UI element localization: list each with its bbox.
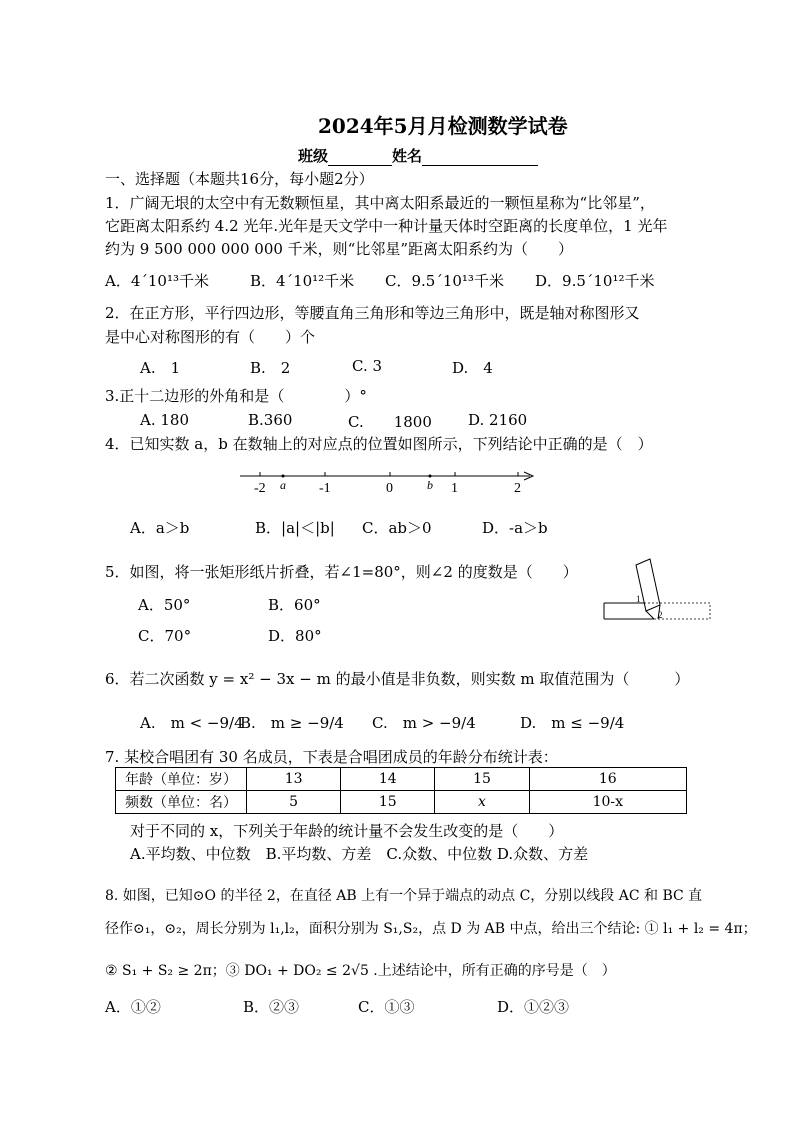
q6-option-d: D. m ≤ −9/4 [520, 714, 625, 732]
q1-line: 它距离太阳系约 4.2 光年.光年是天文学中一种计量天体时空距离的长度单位，1 光年 [105, 217, 668, 235]
q2-line: 2．在正方形，平行四边形，等腰直角三角形和等边三角形中，既是轴对称图形又 [105, 304, 640, 322]
q2-option-d: D. 4 [452, 359, 493, 377]
q4-option-c: C．ab＞0 [362, 519, 432, 537]
axis-tick-label: 2 [514, 481, 521, 496]
page-title: 2024年5月月检测数学试卷 [318, 114, 568, 138]
table-row [116, 791, 687, 814]
q2-option-a: A. 1 [140, 359, 181, 377]
section-heading: 一、选择题（本题共16分，每小题2分） [105, 170, 374, 188]
q8-line: 径作⊙₁，⊙₂，周长分别为 l₁,l₂，面积分别为 S₁,S₂，点 D 为 AB 中点，给出三个结论: ① l₁ + l₂ = 4π； [105, 921, 757, 937]
q8-option-d: D．①②③ [497, 998, 570, 1016]
axis-tick-label: 1 [451, 481, 458, 496]
q6-option-a: A. m < −9/4 [140, 714, 244, 732]
q1-option-c: C．9.5´10¹³千米 [385, 272, 504, 290]
number-line-figure [230, 462, 550, 498]
q7-line-2: 对于不同的 x，下列关于年龄的统计量不会发生改变的是（ ） [130, 822, 564, 840]
q8-option-a: A．①② [105, 998, 161, 1016]
q1-line: 1．广阔无垠的太空中有无数颗恒星，其中离太阳系最近的一颗恒星称为“比邻星”， [105, 194, 655, 212]
angle-1-label: 1 [636, 594, 641, 604]
q3-option-c: C. 1800 [348, 413, 432, 431]
q6-line: 6．若二次函数 y = x² − 3x − m 的最小值是非负数，则实数 m 取值范围为（ ） [105, 670, 690, 688]
angle-2-label: 2 [658, 610, 663, 620]
q1-option-d: D．9.5´10¹²千米 [535, 272, 655, 290]
age-frequency-table [115, 767, 687, 814]
q8-option-c: C．①③ [358, 998, 415, 1016]
q5-option-b: B．60° [268, 596, 321, 614]
q7-line: 7. 某校合唱团有 30 名成员，下表是合唱团成员的年龄分布统计表： [105, 748, 558, 766]
class-blank[interactable] [328, 165, 392, 166]
q7-options: A.平均数、中位数 B.平均数、方差 C.众数、中位数 D.众数、方差 [130, 845, 589, 863]
q6-option-b: B. m ≥ −9/4 [240, 714, 344, 732]
q4-option-b: B．|a|＜|b| [255, 519, 335, 537]
q1-option-b: B．4´10¹²千米 [250, 272, 355, 290]
q6-option-c: C. m > −9/4 [372, 714, 476, 732]
axis-tick-label: -2 [254, 481, 266, 496]
q3-option-d: D. 2160 [468, 411, 528, 429]
q8-line: ② S₁ + S₂ ≥ 2π；③ DO₁ + DO₂ ≤ 2√5 .上述结论中，所有正确的序号是（ ） [105, 963, 616, 979]
table-cell: 频数（单位：名） [116, 791, 247, 814]
q2-option-c: C. 3 [352, 357, 383, 375]
q5-option-c: C．70° [138, 627, 192, 645]
table-cell: 10-x [529, 791, 686, 814]
table-cell: x [435, 791, 529, 814]
table-cell: 16 [529, 768, 686, 791]
table-cell: 年龄（单位：岁） [116, 768, 247, 791]
table-row [116, 768, 687, 791]
q1-option-a: A．4´10¹³千米 [105, 272, 209, 290]
folded-rectangle-figure [600, 555, 718, 627]
q5-option-a: A．50° [138, 596, 191, 614]
name-label: 姓名 [392, 147, 423, 165]
q5-option-d: D．80° [268, 627, 322, 645]
table-cell: 13 [247, 768, 341, 791]
axis-tick-label: -1 [319, 481, 331, 496]
q2-option-b: B. 2 [250, 359, 291, 377]
table-cell: 14 [341, 768, 435, 791]
q2-line: 是中心对称图形的有（ ）个 [105, 328, 316, 346]
q8-line: 8. 如图，已知⊙O 的半径 2，在直径 AB 上有一个异于端点的动点 C，分别以线段 AC 和 BC 直 [105, 888, 703, 904]
class-label: 班级 [298, 147, 329, 165]
q1-line: 约为 9 500 000 000 000 千米，则“比邻星”距离太阳系约为（ ） [105, 240, 574, 258]
q3-option-a: A. 180 [140, 411, 189, 429]
point-a-label: a [280, 478, 286, 492]
point-b-label: b [427, 478, 433, 492]
table-cell: 5 [247, 791, 341, 814]
q8-option-b: B．②③ [243, 998, 300, 1016]
q3-line: 3.正十二边形的外角和是（ ）° [105, 387, 367, 405]
q3-option-b: B.360 [248, 411, 293, 429]
q4-line: 4．已知实数 a，b 在数轴上的对应点的位置如图所示，下列结论中正确的是（ ） [105, 435, 653, 453]
q4-option-a: A．a＞b [130, 519, 190, 537]
name-blank[interactable] [422, 165, 538, 166]
table-cell: 15 [341, 791, 435, 814]
class-name-line [298, 145, 538, 166]
axis-tick-label: 0 [386, 481, 393, 496]
table-cell: 15 [435, 768, 529, 791]
q5-line: 5．如图，将一张矩形纸片折叠，若∠1=80°，则∠2 的度数是（ ） [105, 563, 578, 581]
q4-option-d: D．-a＞b [482, 519, 548, 537]
